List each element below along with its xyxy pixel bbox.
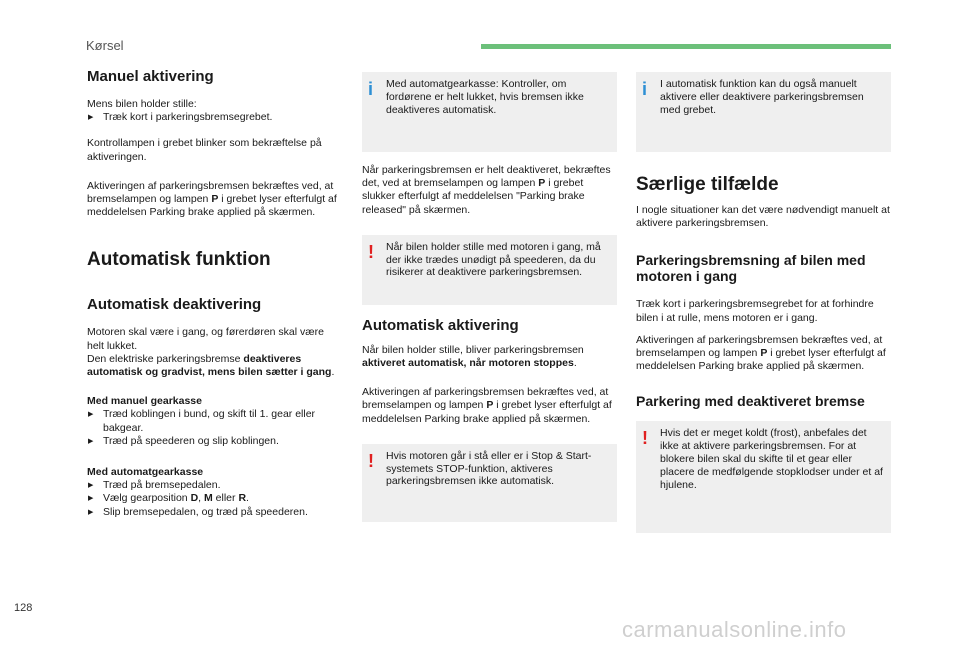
column-middle — [362, 72, 617, 522]
warning-box-stop-start — [362, 444, 617, 522]
heading-special-cases: Særlige tilfælde — [636, 174, 779, 195]
chapter-accent-bar — [481, 44, 891, 49]
engine-running-text: Træk kort i parkeringsbremsegrebet for at forhindre bilen i at rulle, mens motoren er i gang. — [636, 298, 874, 324]
info-icon: i — [368, 79, 374, 99]
auto-gearbox-step: ▶ Træd på bremsepedalen. — [87, 479, 342, 492]
info-box-manual-override — [636, 72, 891, 152]
warning-icon: ! — [368, 450, 374, 471]
warning-box-text: Hvis det er meget koldt (frost), anbefales det ikke at aktivere parkeringsbremsen. For at blokere bilen skal du skifte til et gear eller placere de medfølgende stopklodser under et af hjulene. — [660, 427, 883, 491]
manual-gearbox-title: Med manuel gearkasse — [87, 395, 202, 408]
warning-box-frost — [636, 421, 891, 533]
warning-icon: ! — [368, 241, 374, 262]
chapter-title: Kørsel — [86, 38, 124, 53]
auto-act-confirm-text: Aktiveringen af parkeringsbremsen bekræftes ved, at bremselampen og lampen P i grebet lyser efterfulgt af meddelelsen Parking brake applied på skærmen. — [362, 386, 612, 425]
warning-icon: ! — [642, 428, 648, 449]
column-left — [87, 66, 342, 519]
manual-gearbox-step: ▶ Træd på speederen og slip koblingen. — [87, 435, 342, 448]
warning-box-text: Hvis motoren går i stå eller er i Stop & Start-systemets STOP-funktion, aktiveres parkeringsbremsen ikke automatisk. — [386, 449, 592, 488]
column-right — [636, 72, 891, 533]
page-number: 128 — [14, 602, 33, 614]
manual-confirm-lamp-text: Aktiveringen af parkeringsbremsen bekræftes ved, at bremselampen og lampen P i grebet lyser efterfulgt af meddelelsen Parking brake applied på skærmen. — [87, 179, 337, 219]
warning-box-text: Når bilen holder stille med motoren i gang, må der ikke trædes unødigt på speederen, da du risikerer at deaktivere parkeringsbremsen. — [386, 240, 601, 279]
auto-deact-condition: Motoren skal være i gang, og førerdøren skal være helt lukket. — [87, 326, 324, 352]
manual-confirm-text: Kontrollampen i grebet blinker som bekræftelse på aktiveringen. — [87, 137, 322, 163]
auto-act-description: Når bilen holder stille, bliver parkeringsbremsen aktiveret automatisk, når motoren stoppes. — [362, 343, 584, 370]
special-cases-text: I nogle situationer kan det være nødvendigt manuelt at aktivere parkeringsbremsen. — [636, 204, 890, 230]
auto-gearbox-title: Med automatgearkasse — [87, 466, 204, 479]
release-confirm-text: Når parkeringsbremsen er helt deaktiveret, bekræftes det, ved at bremselampen og lampen P i grebet slukker efterfulgt af meddelelsen "Parking brake released" på skærmen. — [362, 164, 611, 216]
manual-bullet: ▶ Træk kort i parkeringsbremsegrebet. — [87, 111, 342, 124]
auto-deact-description: Den elektriske parkeringsbremse deaktiveres automatisk og gradvist, mens bilen sætter i gang. — [87, 352, 335, 379]
auto-gearbox-step: ▶ Slip bremsepedalen, og træd på speederen. — [87, 506, 342, 519]
heading-automatic-deactivation: Automatisk deaktivering — [87, 296, 262, 314]
info-box-text: Med automatgearkasse: Kontroller, om fordørene er helt lukket, hvis bremsen ikke deaktiveres automatisk. — [386, 78, 584, 116]
heading-deactivated-brake: Parkering med deaktiveret bremse — [636, 393, 865, 410]
manual-gearbox-step: ▶ Træd koblingen i bund, og skift til 1. gear eller bakgear. — [87, 408, 342, 434]
heading-automatic-activation: Automatisk aktivering — [362, 316, 519, 334]
heading-automatic-function: Automatisk funktion — [87, 249, 271, 271]
info-icon: i — [642, 79, 648, 99]
warning-box-accelerator — [362, 235, 617, 305]
watermark: carmanualsonline.info — [622, 617, 847, 642]
info-box-auto-gearbox — [362, 72, 617, 152]
manual-intro: Mens bilen holder stille: — [87, 98, 197, 110]
auto-gearbox-step: ▶ Vælg gearposition D, M eller R. — [87, 492, 342, 505]
heading-manual-activation: Manuel aktivering — [87, 68, 214, 85]
engine-running-confirm-text: Aktiveringen af parkeringsbremsen bekræftes ved, at bremselampen og lampen P i grebet lyser efterfulgt af meddelelsen Parking brake applied på skærmen. — [636, 333, 886, 373]
heading-engine-running: Parkeringsbremsning af bilen med motoren i gang — [636, 252, 866, 285]
info-box-text: I automatisk funktion kan du også manuelt aktivere eller deaktivere parkeringsbremsen med grebet. — [660, 78, 864, 116]
